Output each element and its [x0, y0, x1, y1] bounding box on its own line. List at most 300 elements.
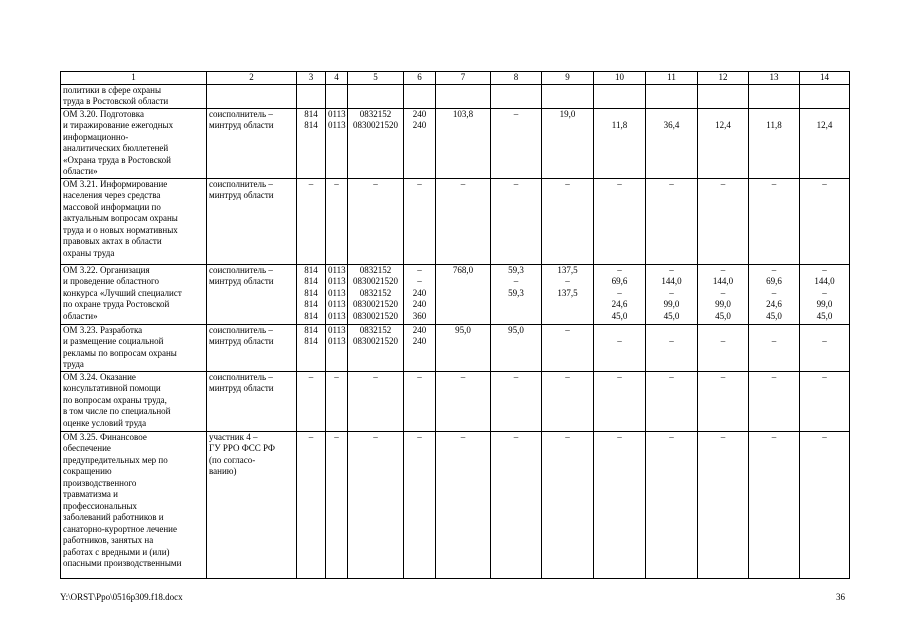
cell-c12	[698, 431, 749, 578]
header-cell: 10	[594, 72, 646, 85]
cell-line: 137,5	[557, 287, 578, 298]
cell-c10	[594, 371, 646, 431]
cell-executor	[207, 431, 297, 578]
cell-line: соисполнитель –	[209, 178, 273, 189]
cell-c9	[542, 431, 594, 578]
cell-c10	[594, 431, 646, 578]
cell-c7	[436, 178, 491, 264]
cell-c5	[348, 84, 404, 108]
cell-line: –	[822, 287, 827, 298]
cell-line: –	[308, 178, 314, 189]
cell-c9	[542, 264, 594, 324]
cell-line: минтруд области	[209, 383, 274, 393]
cell-line: консультативной помощи	[63, 383, 161, 393]
cell-line: 45,0	[766, 310, 782, 321]
cell-line: 360	[412, 310, 427, 321]
cell-line: ванию)	[209, 466, 237, 476]
cell-c4	[326, 264, 348, 324]
cell-line: –	[771, 264, 777, 275]
cell-c9	[542, 178, 594, 264]
cell-line: 45,0	[816, 310, 833, 321]
cell-line: –	[771, 431, 777, 442]
cell-line: –	[513, 108, 519, 119]
cell-line: и проведение областного	[63, 276, 159, 286]
cell-line: 240	[412, 287, 427, 298]
header-cell: 11	[646, 72, 698, 85]
cell-c4	[326, 431, 348, 578]
cell-c6	[404, 84, 436, 108]
cell-c8	[491, 431, 542, 578]
cell-c7	[436, 371, 491, 431]
cell-line: труда в Ростовской области	[63, 96, 169, 106]
cell-line: 0113	[328, 299, 346, 309]
cell-line: –	[513, 276, 519, 286]
cell-line: 12,4	[715, 120, 731, 130]
cell-line: 240	[412, 299, 427, 309]
cell-line: –	[417, 178, 422, 189]
cell-line: ОМ 3.23. Разработка	[63, 324, 143, 335]
cell-c13	[749, 371, 800, 431]
table-body	[61, 72, 850, 579]
cell-c5	[348, 371, 404, 431]
cell-c14	[800, 324, 850, 371]
cell-line: –	[771, 178, 777, 189]
cell-c8	[491, 324, 542, 371]
cell-line: 814	[304, 120, 318, 130]
cell-line: –	[720, 371, 726, 382]
cell-c12	[698, 324, 749, 371]
cell-c8	[491, 178, 542, 264]
cell-c11	[646, 371, 698, 431]
cell-c6	[404, 264, 436, 324]
cell-c9	[542, 84, 594, 108]
cell-c11	[646, 178, 698, 264]
header-cell: 9	[542, 72, 594, 85]
cell-line: 814	[304, 310, 318, 321]
cell-line: –	[460, 431, 466, 442]
cell-c8	[491, 108, 542, 178]
cell-line: –	[565, 178, 570, 189]
cell-line: минтруд области	[209, 120, 274, 130]
cell-c5	[348, 431, 404, 578]
table-row	[61, 431, 850, 578]
cell-c5	[348, 178, 404, 264]
cell-line: 99,0	[663, 299, 680, 309]
cell-line: –	[669, 336, 674, 346]
cell-line: 45,0	[663, 310, 680, 321]
cell-line: 19,0	[559, 108, 576, 119]
cell-line: санаторно-курортное лечение	[63, 523, 177, 534]
cell-c14	[800, 84, 850, 108]
cell-line: участник 4 –	[209, 431, 258, 442]
cell-line: –	[669, 431, 674, 442]
cell-line: 0113	[328, 310, 346, 321]
cell-line: труда	[63, 359, 84, 369]
cell-line: массовой информации по	[63, 201, 161, 212]
cell-line: –	[617, 178, 622, 189]
cell-c7	[436, 324, 491, 371]
cell-line: ГУ РРО ФСС РФ	[209, 443, 276, 453]
cell-line: 0113	[328, 108, 346, 119]
cell-c7	[436, 84, 491, 108]
cell-line: 0830021520	[353, 310, 398, 321]
cell-line: 240	[412, 120, 427, 130]
cell-line: –	[334, 371, 339, 382]
cell-c9	[542, 108, 594, 178]
cell-line: области»	[63, 310, 98, 321]
cell-line: ОМ 3.20. Подготовка	[63, 108, 144, 119]
cell-line: 99,0	[816, 299, 833, 309]
cell-line: труда и о новых нормативных	[63, 224, 178, 235]
cell-c12	[698, 84, 749, 108]
table-row	[61, 178, 850, 264]
cell-line: 103,8	[452, 108, 474, 119]
cell-line: –	[720, 431, 726, 442]
cell-c14	[800, 178, 850, 264]
cell-line: –	[720, 287, 726, 298]
cell-line: –	[565, 371, 570, 382]
cell-line: –	[720, 264, 726, 275]
cell-line: «Охрана труда в Ростовской	[63, 154, 171, 165]
cell-line: –	[334, 431, 339, 442]
cell-line: оценке условий труда	[63, 417, 147, 428]
cell-line: –	[373, 178, 378, 189]
cell-name	[61, 178, 207, 264]
header-cell: 3	[297, 72, 326, 85]
cell-line: –	[617, 371, 622, 382]
cell-line: минтруд области	[209, 276, 274, 286]
cell-c11	[646, 108, 698, 178]
cell-c9	[542, 371, 594, 431]
cell-line: –	[669, 178, 674, 189]
header-cell: 12	[698, 72, 749, 85]
cell-line: 59,3	[508, 287, 524, 298]
spacer	[751, 325, 797, 337]
cell-line: –	[460, 371, 466, 382]
cell-line: 0113	[328, 324, 346, 335]
cell-c7	[436, 431, 491, 578]
cell-executor	[207, 84, 297, 108]
cell-line: –	[771, 287, 777, 298]
cell-line: соисполнитель –	[209, 264, 273, 275]
cell-line: 0832152	[359, 324, 392, 335]
cell-executor	[207, 371, 297, 431]
spacer	[648, 109, 695, 121]
cell-line: ОМ 3.21. Информирование	[63, 178, 168, 189]
header-cell: 13	[749, 72, 800, 85]
file-path: Y:\ORST\Ppo\0516p309.f18.docx	[60, 592, 183, 602]
cell-c10	[594, 264, 646, 324]
cell-line: 814	[304, 264, 318, 275]
cell-c4	[326, 108, 348, 178]
cell-name	[61, 84, 207, 108]
cell-line: минтруд области	[209, 336, 274, 346]
cell-line: 240	[412, 108, 427, 119]
cell-line: конкурса «Лучший специалист	[63, 287, 182, 298]
cell-c11	[646, 431, 698, 578]
cell-line: 814	[304, 299, 318, 309]
cell-line: обеспечение	[63, 443, 111, 453]
cell-line: –	[373, 431, 378, 442]
cell-line: –	[513, 431, 519, 442]
cell-c3	[297, 264, 326, 324]
cell-c4	[326, 178, 348, 264]
cell-line: 137,5	[557, 264, 578, 275]
cell-line: –	[373, 371, 378, 382]
cell-c3	[297, 108, 326, 178]
cell-line: –	[669, 371, 674, 382]
cell-line: 24,6	[611, 299, 628, 309]
cell-line: –	[617, 336, 622, 346]
cell-c9	[542, 324, 594, 371]
cell-line: –	[617, 431, 622, 442]
cell-line: политики в сфере охраны	[63, 84, 162, 95]
cell-line: 814	[304, 336, 318, 346]
cell-c5	[348, 108, 404, 178]
cell-line: правовых актах в области	[63, 236, 162, 246]
cell-line: 814	[304, 108, 318, 119]
cell-c13	[749, 84, 800, 108]
header-cell: 7	[436, 72, 491, 85]
cell-line: 0832152	[359, 108, 392, 119]
cell-line: –	[334, 178, 339, 189]
cell-line: –	[460, 178, 466, 189]
cell-line: –	[822, 264, 827, 275]
header-cell: 8	[491, 72, 542, 85]
cell-line: –	[513, 371, 519, 382]
cell-line: 59,3	[508, 264, 524, 275]
cell-line: 0113	[328, 264, 346, 275]
cell-line: –	[308, 371, 314, 382]
cell-name	[61, 371, 207, 431]
cell-c6	[404, 178, 436, 264]
cell-c12	[698, 178, 749, 264]
spacer	[596, 109, 643, 121]
cell-line: соисполнитель –	[209, 371, 273, 382]
cell-c3	[297, 324, 326, 371]
header-cell: 6	[404, 72, 436, 85]
cell-line: профессиональных	[63, 500, 138, 511]
cell-line: –	[771, 371, 777, 382]
cell-c3	[297, 84, 326, 108]
cell-line: производственного	[63, 477, 137, 488]
cell-line: –	[417, 276, 422, 286]
document-table	[60, 71, 850, 579]
cell-line: –	[822, 371, 827, 382]
cell-line: рекламы по вопросам охраны	[63, 347, 177, 358]
cell-line: 240	[412, 336, 427, 346]
cell-line: 36,4	[663, 120, 680, 130]
cell-line: –	[617, 287, 622, 298]
cell-line: –	[617, 264, 622, 275]
header-cell: 2	[207, 72, 297, 85]
cell-line: –	[822, 431, 827, 442]
header-cell: 5	[348, 72, 404, 85]
cell-c4	[326, 371, 348, 431]
cell-line: –	[669, 264, 674, 275]
cell-line: 144,0	[712, 276, 734, 286]
cell-c10	[594, 178, 646, 264]
cell-line: 45,0	[715, 310, 731, 321]
cell-c12	[698, 371, 749, 431]
cell-line: 11,8	[611, 120, 628, 130]
cell-line: 12,4	[816, 120, 833, 130]
cell-line: 144,0	[661, 276, 682, 286]
cell-line: 814	[304, 287, 318, 298]
spacer	[700, 109, 746, 121]
cell-line: 814	[304, 324, 318, 335]
cell-line: –	[669, 287, 674, 298]
cell-name	[61, 324, 207, 371]
cell-c14	[800, 264, 850, 324]
cell-line: (по согласо-	[209, 454, 256, 465]
cell-line: 0830021520	[353, 299, 398, 309]
cell-line: 11,8	[766, 120, 782, 130]
cell-c11	[646, 84, 698, 108]
cell-c5	[348, 264, 404, 324]
cell-line: 0113	[328, 276, 346, 286]
cell-line: –	[771, 336, 777, 346]
cell-line: ОМ 3.25. Финансовое	[63, 431, 147, 442]
header-cell: 1	[61, 72, 207, 85]
cell-name	[61, 108, 207, 178]
cell-line: 0830021520	[353, 276, 398, 286]
cell-line: ОМ 3.24. Оказание	[63, 371, 136, 382]
table-row	[61, 371, 850, 431]
cell-line: 240	[412, 324, 427, 335]
cell-c4	[326, 324, 348, 371]
cell-executor	[207, 324, 297, 371]
cell-line: 69,6	[611, 276, 628, 286]
cell-line: 768,0	[452, 264, 474, 275]
cell-name	[61, 431, 207, 578]
spacer	[700, 325, 746, 337]
cell-line: –	[565, 431, 570, 442]
cell-c8	[491, 371, 542, 431]
cell-c5	[348, 324, 404, 371]
header-row	[61, 72, 850, 85]
cell-c13	[749, 108, 800, 178]
cell-line: травматизма и	[63, 489, 118, 499]
cell-line: –	[565, 276, 570, 286]
cell-c13	[749, 324, 800, 371]
cell-line: –	[417, 264, 422, 275]
cell-c12	[698, 264, 749, 324]
cell-line: 0832152	[359, 287, 392, 298]
cell-line: минтруд области	[209, 190, 274, 200]
cell-c3	[297, 178, 326, 264]
cell-line: опасными производственными	[63, 558, 182, 568]
cell-line: –	[822, 178, 827, 189]
table-row	[61, 264, 850, 324]
cell-c7	[436, 108, 491, 178]
cell-line: 99,0	[715, 299, 731, 309]
cell-c6	[404, 431, 436, 578]
cell-c11	[646, 264, 698, 324]
cell-line: 0832152	[359, 264, 392, 275]
cell-line: –	[417, 371, 422, 382]
cell-line: 45,0	[611, 310, 628, 321]
cell-line: и тиражирование ежегодных	[63, 120, 174, 130]
cell-c14	[800, 431, 850, 578]
cell-c6	[404, 371, 436, 431]
cell-c11	[646, 324, 698, 371]
cell-executor	[207, 108, 297, 178]
cell-line: –	[513, 178, 519, 189]
cell-line: в том числе по специальной	[63, 406, 171, 416]
cell-c6	[404, 324, 436, 371]
spacer	[802, 325, 847, 337]
cell-line: актуальным вопросам охраны	[63, 213, 178, 223]
cell-c6	[404, 108, 436, 178]
cell-c13	[749, 264, 800, 324]
spacer	[596, 325, 643, 337]
spacer	[802, 109, 847, 121]
cell-line: 69,6	[766, 276, 782, 286]
cell-line: 144,0	[814, 276, 835, 286]
cell-line: –	[308, 431, 314, 442]
cell-line: заболеваний работников и	[63, 512, 164, 522]
table-row	[61, 324, 850, 371]
cell-line: работах с вредными и (или)	[63, 546, 170, 557]
cell-line: ОМ 3.22. Организация	[63, 264, 150, 275]
header-cell: 4	[326, 72, 348, 85]
cell-line: 95,0	[455, 324, 471, 335]
cell-c7	[436, 264, 491, 324]
cell-line: аналитических бюллетеней	[63, 143, 169, 153]
cell-line: населения через средства	[63, 190, 161, 200]
cell-c14	[800, 108, 850, 178]
cell-name	[61, 264, 207, 324]
cell-line: предупредительных мер по	[63, 454, 168, 465]
cell-line: соисполнитель –	[209, 324, 273, 335]
cell-line: 0113	[328, 120, 346, 130]
cell-line: –	[720, 336, 726, 346]
cell-line: охраны труда	[63, 247, 115, 258]
cell-c10	[594, 324, 646, 371]
cell-line: работников, занятых на	[63, 535, 154, 545]
cell-line: 0830021520	[353, 336, 398, 346]
cell-line: 0113	[328, 336, 346, 346]
cell-c4	[326, 84, 348, 108]
cell-c3	[297, 431, 326, 578]
cell-line: 0113	[328, 287, 346, 298]
cell-c13	[749, 178, 800, 264]
cell-line: и размещение социальной	[63, 336, 164, 346]
cell-line: соисполнитель –	[209, 108, 273, 119]
cell-c10	[594, 108, 646, 178]
cell-line: 24,6	[766, 299, 782, 309]
cell-line: 814	[304, 276, 318, 286]
cell-line: по вопросам охраны труда,	[63, 394, 167, 405]
cell-line: области»	[63, 166, 98, 176]
cell-executor	[207, 264, 297, 324]
header-cell: 14	[800, 72, 850, 85]
table-row	[61, 84, 850, 108]
spacer	[751, 109, 797, 121]
cell-line: –	[720, 178, 726, 189]
table-row	[61, 108, 850, 178]
cell-c8	[491, 84, 542, 108]
cell-c8	[491, 264, 542, 324]
page-number: 36	[836, 592, 845, 602]
cell-c14	[800, 371, 850, 431]
cell-line: –	[417, 431, 422, 442]
cell-line: по охране труда Ростовской	[63, 299, 170, 309]
spacer	[648, 325, 695, 337]
cell-c12	[698, 108, 749, 178]
cell-executor	[207, 178, 297, 264]
